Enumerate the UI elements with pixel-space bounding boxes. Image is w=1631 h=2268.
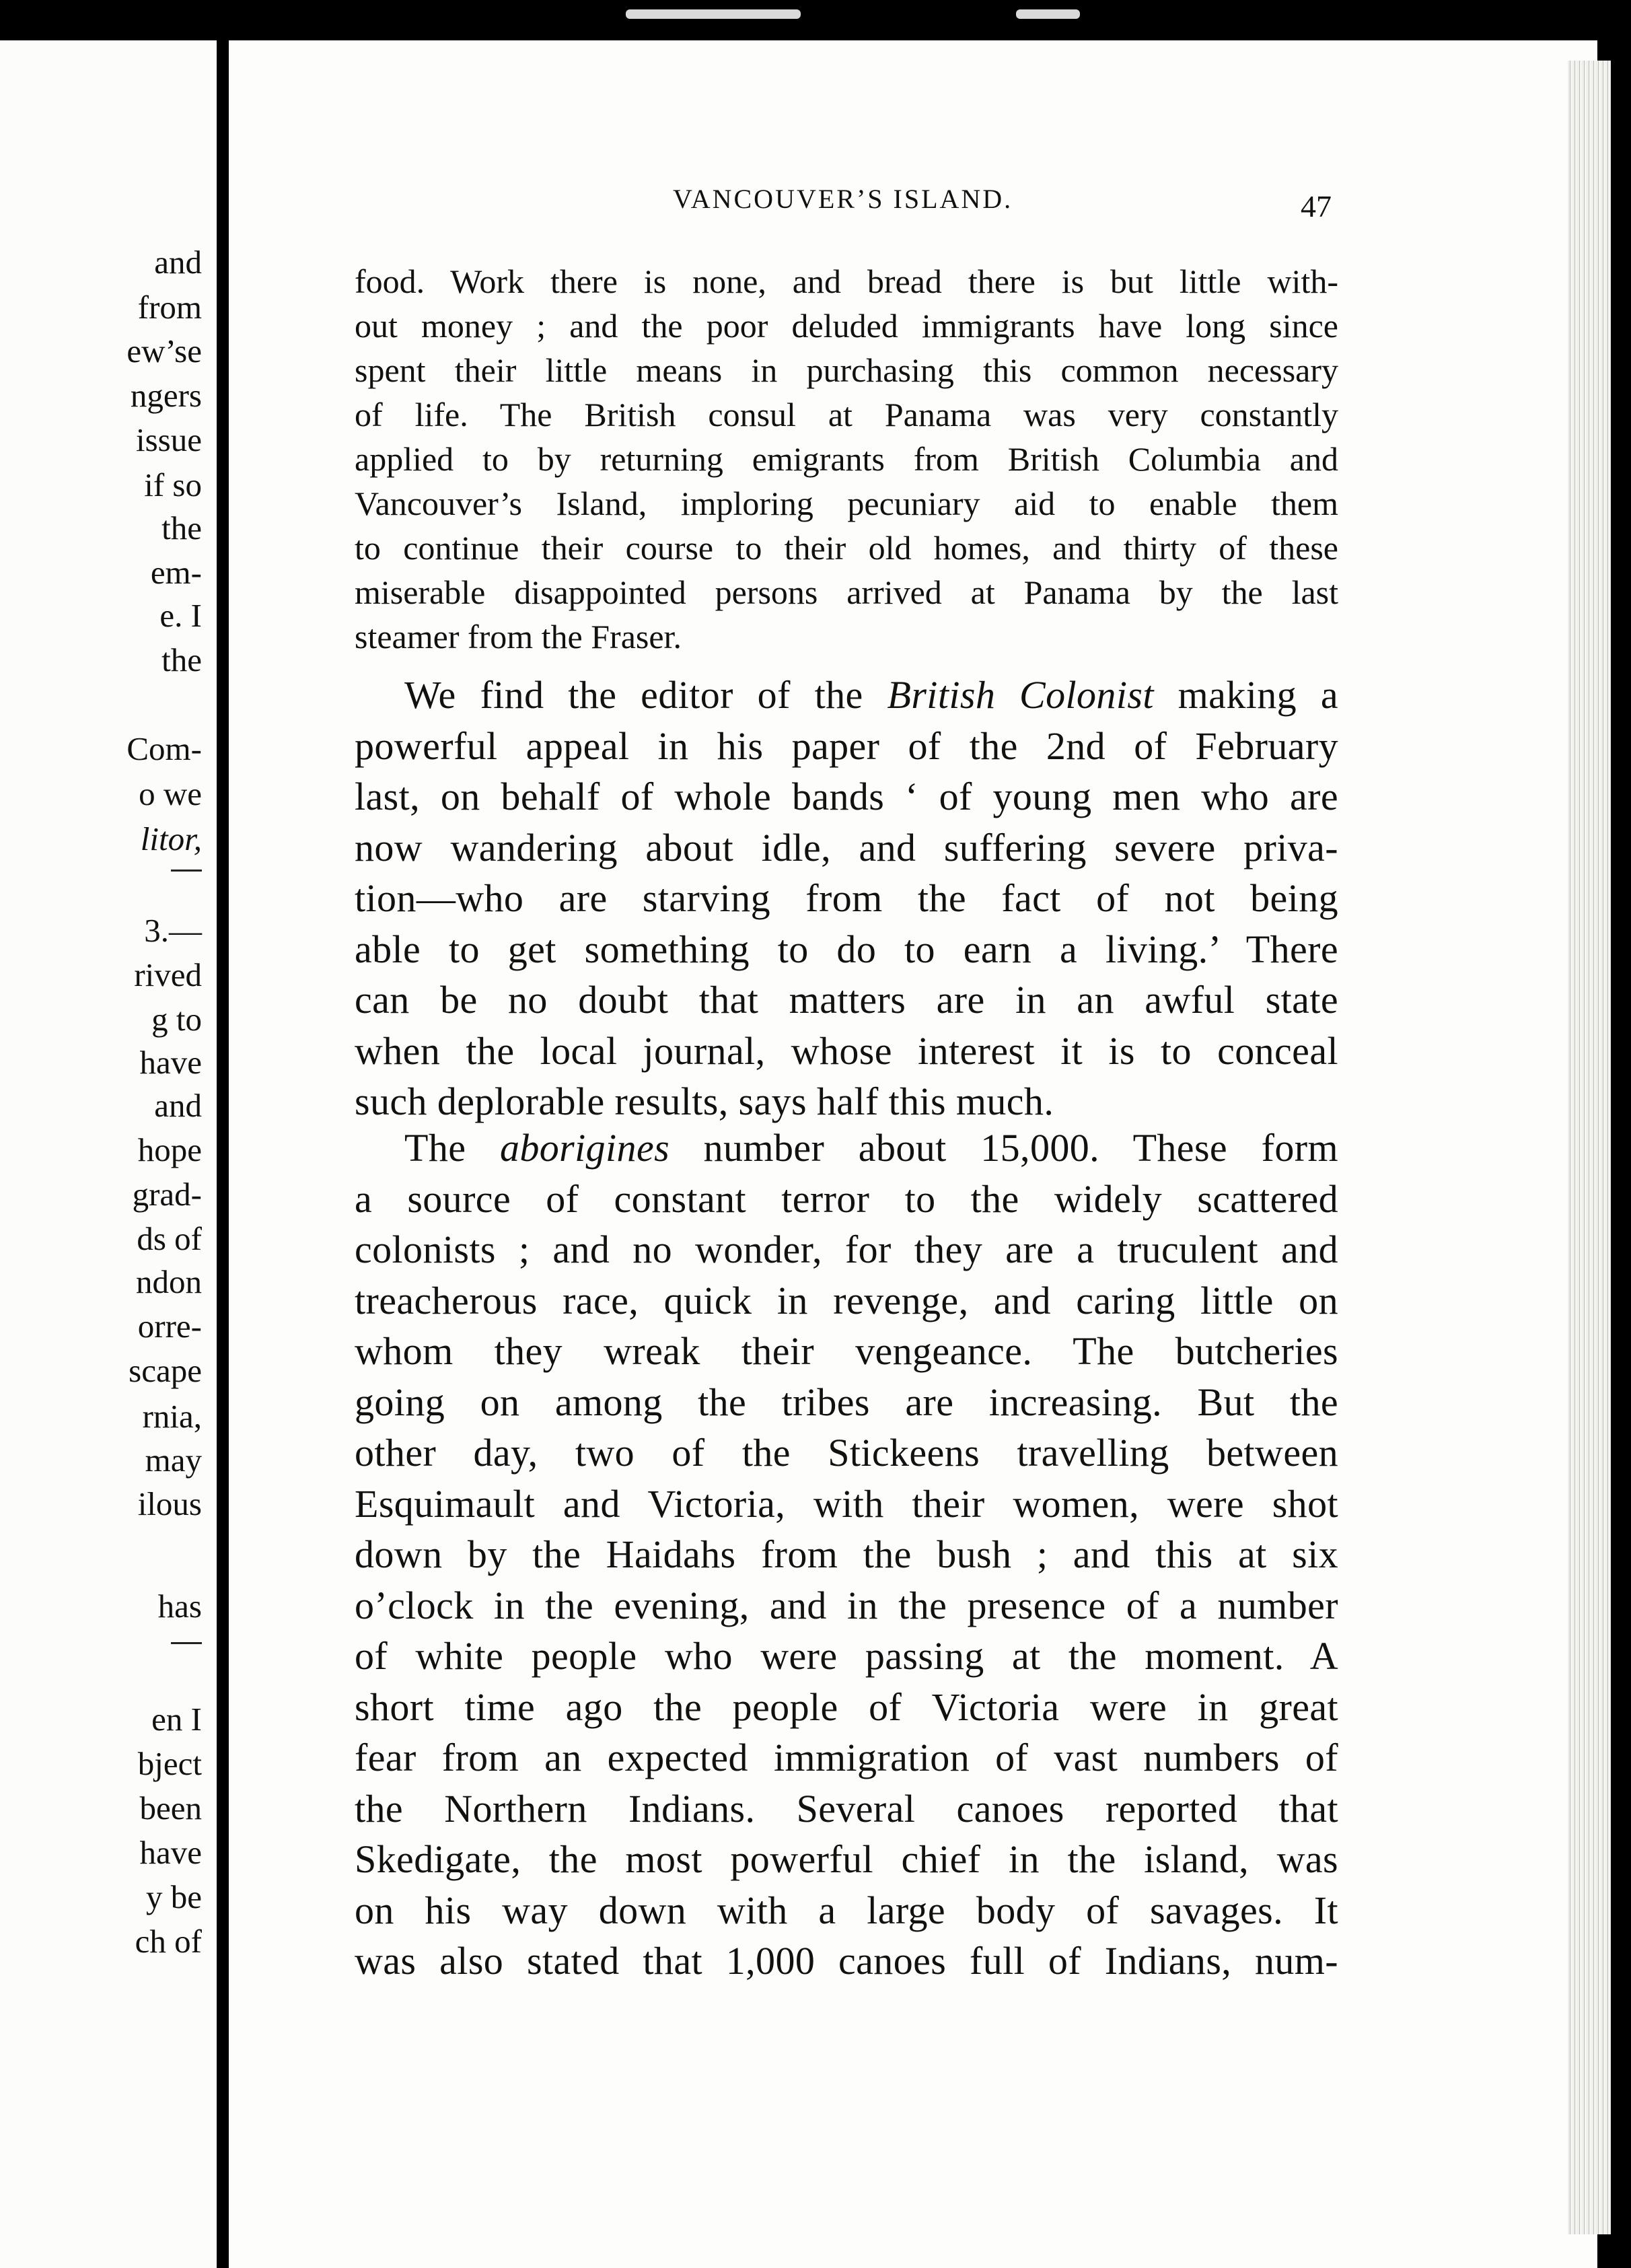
running-head: VANCOUVER’S ISLAND.: [673, 184, 1013, 214]
left-page-fragment: bject: [137, 1745, 202, 1782]
text-line: down by the Haidahs from the bush ; and this at six: [355, 1532, 1338, 1576]
left-page-fragment: Com-: [126, 730, 202, 767]
page-number: 47: [1301, 189, 1332, 223]
scan-right-border: [1611, 40, 1631, 2268]
left-page-fragment: g to: [151, 1001, 202, 1038]
left-page-fragment: have: [139, 1834, 202, 1871]
text-line: last, on behalf of whole bands ‘ of young men who are: [355, 775, 1338, 818]
text-line: Skedigate, the most powerful chief in the island, was: [355, 1837, 1338, 1881]
section-rule: [171, 1642, 202, 1644]
line-text: making a: [1153, 673, 1338, 717]
text-line: of life. The British consul at Panama was very constantly: [355, 396, 1338, 433]
left-page-fragment: em-: [150, 554, 202, 591]
left-page-fragment: has: [157, 1588, 202, 1625]
text-line: able to get something to do to earn a living.’ There: [355, 927, 1338, 971]
left-page-fragment: e. I: [159, 597, 202, 634]
text-line: on his way down with a large body of savages. It: [355, 1888, 1338, 1932]
text-line: was also stated that 1,000 canoes full of Indians, num-: [355, 1939, 1338, 1983]
text-line: the Northern Indians. Several canoes reported that: [355, 1786, 1338, 1831]
text-line: fear from an expected immigration of vast numbers of: [355, 1736, 1338, 1779]
text-line: Esquimault and Victoria, with their women, were shot: [355, 1481, 1338, 1526]
left-page-fragment: o we: [139, 775, 202, 812]
left-page-fragment: ds of: [137, 1220, 202, 1257]
text-line: to continue their course to their old homes, and thirty of these: [355, 529, 1338, 567]
text-line: [355, 1123, 1338, 1174]
line-text: The: [404, 1126, 500, 1170]
left-page-fragment: ngers: [130, 377, 202, 414]
book-gutter: [217, 40, 229, 2268]
text-line: [355, 670, 1338, 721]
text-line: Vancouver’s Island, imploring pecuniary aid to enable them: [355, 485, 1338, 522]
left-page-fragment: and: [154, 244, 202, 281]
text-line: applied to by returning emigrants from British Columbia and: [355, 440, 1338, 478]
text-line: tion—who are starving from the fact of not being: [355, 876, 1338, 920]
left-page-fragment: litor,: [140, 820, 202, 857]
text-line: such deplorable results, says half this much.: [355, 1079, 1054, 1123]
left-facing-page: [0, 40, 217, 2268]
line-text: We find the editor of the: [404, 673, 887, 717]
scan-top-mark: [626, 9, 801, 19]
left-page-fragment: the: [161, 509, 202, 546]
italic-term-aborigines: aborigines: [499, 1126, 670, 1170]
text-line: spent their little means in purchasing this common necessary: [355, 351, 1338, 389]
left-page-fragment: from: [137, 289, 202, 326]
left-page-fragment: 3.—: [144, 912, 202, 949]
paragraph-2: [355, 670, 1338, 1127]
left-page-fragment: if so: [144, 466, 202, 503]
left-page-fragment: ew’se: [126, 332, 202, 369]
left-page-fragment: rnia,: [142, 1398, 202, 1435]
text-line: colonists ; and no wonder, for they are a truculent and: [355, 1228, 1338, 1271]
text-line: can be no doubt that matters are in an awful state: [355, 978, 1338, 1022]
left-page-fragment: ch of: [135, 1923, 202, 1960]
left-page-fragment: ndon: [136, 1263, 202, 1300]
text-line: of white people who were passing at the moment. A: [355, 1634, 1338, 1678]
text-line: out money ; and the poor deluded immigrants have long since: [355, 307, 1338, 345]
left-page-fragment: grad-: [132, 1176, 202, 1213]
paragraph-1: [355, 259, 1338, 659]
left-page-fragment: ilous: [137, 1485, 202, 1522]
scan-top-mark: [1016, 9, 1080, 19]
left-page-fragment: may: [145, 1442, 202, 1479]
scan-top-border: [0, 0, 1631, 40]
paragraph-3: [355, 1123, 1338, 1987]
text-line: other day, two of the Stickeens travelling between: [355, 1431, 1338, 1475]
left-page-fragment: orre-: [137, 1308, 202, 1345]
text-line: going on among the tribes are increasing. But the: [355, 1380, 1338, 1424]
left-page-fragment: hope: [137, 1131, 202, 1168]
text-line: food. Work there is none, and bread there is but little with-: [355, 262, 1338, 300]
text-line: o’clock in the evening, and in the presence of a number: [355, 1583, 1338, 1627]
text-line: whom they wreak their vengeance. The butcheries: [355, 1329, 1338, 1373]
left-page-fragment: been: [139, 1789, 202, 1827]
text-line: treacherous race, quick in revenge, and caring little on: [355, 1278, 1338, 1322]
left-page-fragment: and: [154, 1087, 202, 1124]
text-line: a source of constant terror to the widely scattered: [355, 1176, 1338, 1221]
line-text: number about 15,000. These form: [669, 1126, 1338, 1170]
page-edges: [1568, 61, 1611, 2234]
left-page-fragment: the: [161, 641, 202, 678]
italic-title-british-colonist: British Colonist: [887, 673, 1154, 717]
left-page-fragment: issue: [136, 421, 202, 458]
text-line: when the local journal, whose interest it is to conceal: [355, 1028, 1338, 1073]
text-line: powerful appeal in his paper of the 2nd of February: [355, 723, 1338, 768]
left-page-fragment: scape: [129, 1352, 202, 1389]
left-page-fragment: have: [139, 1044, 202, 1081]
text-line: steamer from the Fraser.: [355, 618, 682, 655]
section-rule: [171, 870, 202, 872]
left-page-fragment: rived: [134, 956, 202, 993]
left-page-fragment: y be: [146, 1878, 202, 1915]
text-line: miserable disappointed persons arrived at Panama by the last: [355, 573, 1338, 611]
text-line: short time ago the people of Victoria were in great: [355, 1685, 1338, 1729]
text-line: now wandering about idle, and suffering severe priva-: [355, 825, 1338, 870]
left-page-fragment: en I: [151, 1701, 202, 1738]
